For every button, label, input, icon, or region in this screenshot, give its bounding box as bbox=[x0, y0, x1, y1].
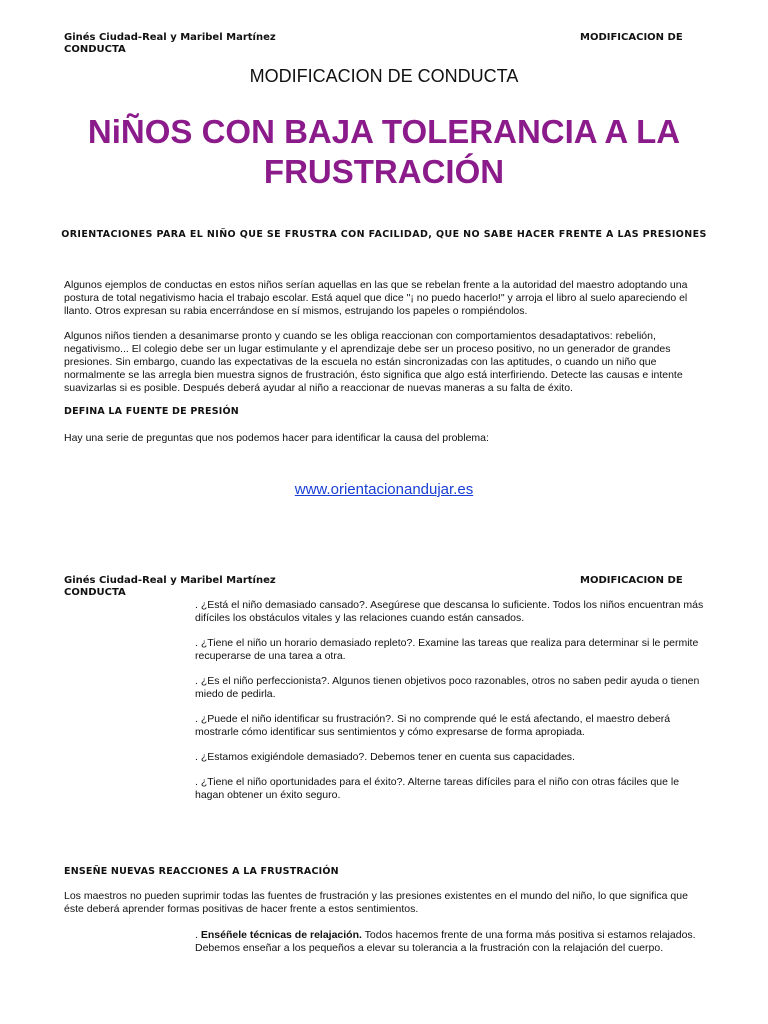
question-success: . ¿Tiene el niño oportunidades para el éxito?. Alterne tareas difíciles para el niño con otras fáciles que le hagan obtener un éxito seguro. bbox=[195, 776, 680, 801]
header-author-page2: Ginés Ciudad-Real y Maribel Martínez CONDUCTA bbox=[64, 575, 276, 598]
paragraph-discouraged: Algunos niños tienden a desanimarse pronto y cuando se les obliga reaccionan con comportamientos desadaptativos: rebelión, negativismo... El colegio debe ser un lugar estimulante y el aprendizaje debe ser un proceso positivo, no un generador de grandes presiones. Sin embargo, cuando las expectativas de la escuela no están sincronizadas con las aptitudes, o cuando un niño que normalmente se las arregla bien muestra signos de frustración, ésto significa que algo está interfiriendo. Detecte las causas e intente suavizarlas si es posible. Después deberá ayudar al niño a reaccionar de nuevas maneras a su falta de éxito. bbox=[64, 330, 683, 394]
header-author: Ginés Ciudad-Real y Maribel Martínez CONDUCTA bbox=[64, 32, 276, 55]
question-schedule: . ¿Tiene el niño un horario demasiado repleto?. Examine las tareas que realiza para determinar si le permite recuperarse de una tarea a otra. bbox=[195, 637, 699, 662]
tip-prefix: . bbox=[195, 929, 201, 941]
section-text-pressure: Hay una serie de preguntas que nos podemos hacer para identificar la causa del problema: bbox=[64, 432, 489, 444]
paragraph-examples: Algunos ejemplos de conductas en estos niños serían aquellas en las que se rebelan frente a la autoridad del maestro adoptando una postura de total negativismo hacia el trabajo escolar. Está aquel que dice "¡ no puedo hacerlo!" y arroja el libro al suelo apareciendo el llanto. Otros expresan su rabia encerrándose en sí mismos, estrujando los papeles o rompiéndolos. bbox=[64, 279, 688, 317]
question-identify: . ¿Puede el niño identificar su frustración?. Si no comprende qué le está afectando, el maestro deberá mostrarle cómo identificar sus sentimientos y cómo expresarse de forma apropiada. bbox=[195, 713, 671, 738]
main-title: NiÑOS CON BAJA TOLERANCIA A LA FRUSTRACIÓN bbox=[87, 113, 681, 190]
section-heading-reactions: ENSEÑE NUEVAS REACCIONES A LA FRUSTRACIÓN bbox=[64, 866, 339, 877]
subtitle: ORIENTACIONES PARA EL NIÑO QUE SE FRUSTRA CON FACILIDAD, QUE NO SABE HACER FRENTE A LAS PRESIONES bbox=[61, 229, 707, 240]
question-perfectionist: . ¿Es el niño perfeccionista?. Algunos tienen objetivos poco razonables, otros no saben pedir ayuda o tienen miedo de pedirla. bbox=[195, 675, 700, 700]
website-link[interactable]: www.orientacionandujar.es bbox=[294, 481, 474, 498]
tip-bold: Enséñele técnicas de relajación. bbox=[200, 929, 362, 941]
tip-relaxation bbox=[195, 929, 705, 955]
question-tired: . ¿Está el niño demasiado cansado?. Asegúrese que descansa lo suficiente. Todos los niños encuentran más difíciles los obstáculos vitales y las relaciones cuando están cansados. bbox=[195, 599, 704, 624]
header-title-page2: MODIFICACION DE bbox=[580, 575, 683, 586]
document-heading: MODIFICACION DE CONDUCTA bbox=[249, 66, 519, 86]
section-heading-pressure: DEFINA LA FUENTE DE PRESIÓN bbox=[64, 406, 239, 417]
tip-text: Todos hacemos frente de una forma más positiva si estamos relajados. Debemos enseñar a los pequeños a elevar su tolerancia a la frustración con la relajación del cuerpo. bbox=[195, 929, 696, 954]
question-demanding: . ¿Estamos exigiéndole demasiado?. Debemos tener en cuenta sus capacidades. bbox=[195, 751, 575, 763]
header-title: MODIFICACION DE bbox=[580, 32, 683, 43]
section-text-reactions: Los maestros no pueden suprimir todas las fuentes de frustración y las presiones existentes en el mundo del niño, lo que significa que éste deberá aprender formas positivas de hacer frente a estos sentimientos. bbox=[64, 890, 688, 915]
